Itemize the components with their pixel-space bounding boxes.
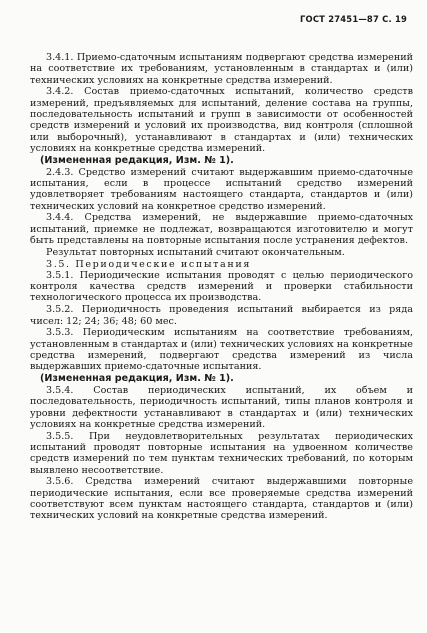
paragraph-3-5-5: 3.5.5. При неудовлетворительных результатах периодических испытаний проводят повторные испытания на удвоенном количестве средств измерений по тем пунктам технических требований, по которым выявлено несоответствие. xyxy=(30,430,413,476)
section-heading-3-5: 3.5. Периодические испытания xyxy=(46,258,251,270)
amendment-note: (Измененная редакция, Изм. № 1). xyxy=(40,373,234,385)
paragraph-3-5-2: 3.5.2. Периодичность проведения испытаний выбирается из ряда чисел: 12; 24; 36; 48; 60 мес. xyxy=(30,304,413,327)
amendment-note: (Измененная редакция, Изм. № 1). xyxy=(40,154,234,166)
paragraph-3-4-4: 3.4.4. Средства измерений, не выдержавшие приемо-сдаточных испытаний, приемке не подлежат, возвращаются изготовителю и могут быть представлены на повторные испытания после устранения дефектов. xyxy=(30,212,413,246)
paragraph-3-4-1: 3.4.1. Приемо-сдаточным испытаниям подвергают средства измерений на соответствие их требованиям, установленным в стандартах и (или) технических условиях на конкретные средства измерений. xyxy=(30,52,413,86)
paragraph-result: Результат повторных испытаний считают окончательным. xyxy=(46,246,345,258)
paragraph-2-4-3: 2.4.3. Средство измерений считают выдержавшим приемо-сдаточные испытания, если в процессе испытаний средство измерений удовлетворяет требованиям настоящего стандарта, стандартов и (или) технических условий на конкретное средство измерений. xyxy=(30,166,413,212)
paragraph-3-5-3: 3.5.3. Периодическим испытаниям на соответствие требованиям, установленным в стандартах и (или) технических условиях на конкретные средства измерений, подвергают средства измерений из числа выдержавших приемо-сдаточные испытания. xyxy=(30,327,413,373)
paragraph-3-5-6: 3.5.6. Средства измерений считают выдержавшими повторные периодические испытания, если все проверяемые средства измерений соответствуют всем пунктам настоящего стандарта, стандартов и (или) технических условий на конкретные средства измерений. xyxy=(30,476,413,522)
page-content xyxy=(30,52,413,522)
paragraph-3-5-1: 3.5.1. Периодические испытания проводят с целью периодического контроля качества средств измерений и проверки стабильности технологического процесса их производства. xyxy=(30,269,413,304)
paragraph-3-4-2: 3.4.2. Состав приемо-сдаточных испытаний, количество средств измерений, предъявляемых для испытаний, деление состава на группы, последовательность испытаний и групп в зависимости от особенностей средств измерений и условий их производства, вид контроля (сплошной или выборочный), устанавливают в стандартах и (или) технических условиях на конкретные средства измерений. xyxy=(30,86,413,154)
page-header: ГОСТ 27451—87 С. 19 xyxy=(299,14,407,24)
paragraph-3-5-4: 3.5.4. Состав периодических испытаний, их объем и последовательность, периодичность испытаний, типы планов контроля и уровни дефектности устанавливают в стандартах и (или) технических условиях на конкретные средства измерений. xyxy=(30,385,413,430)
